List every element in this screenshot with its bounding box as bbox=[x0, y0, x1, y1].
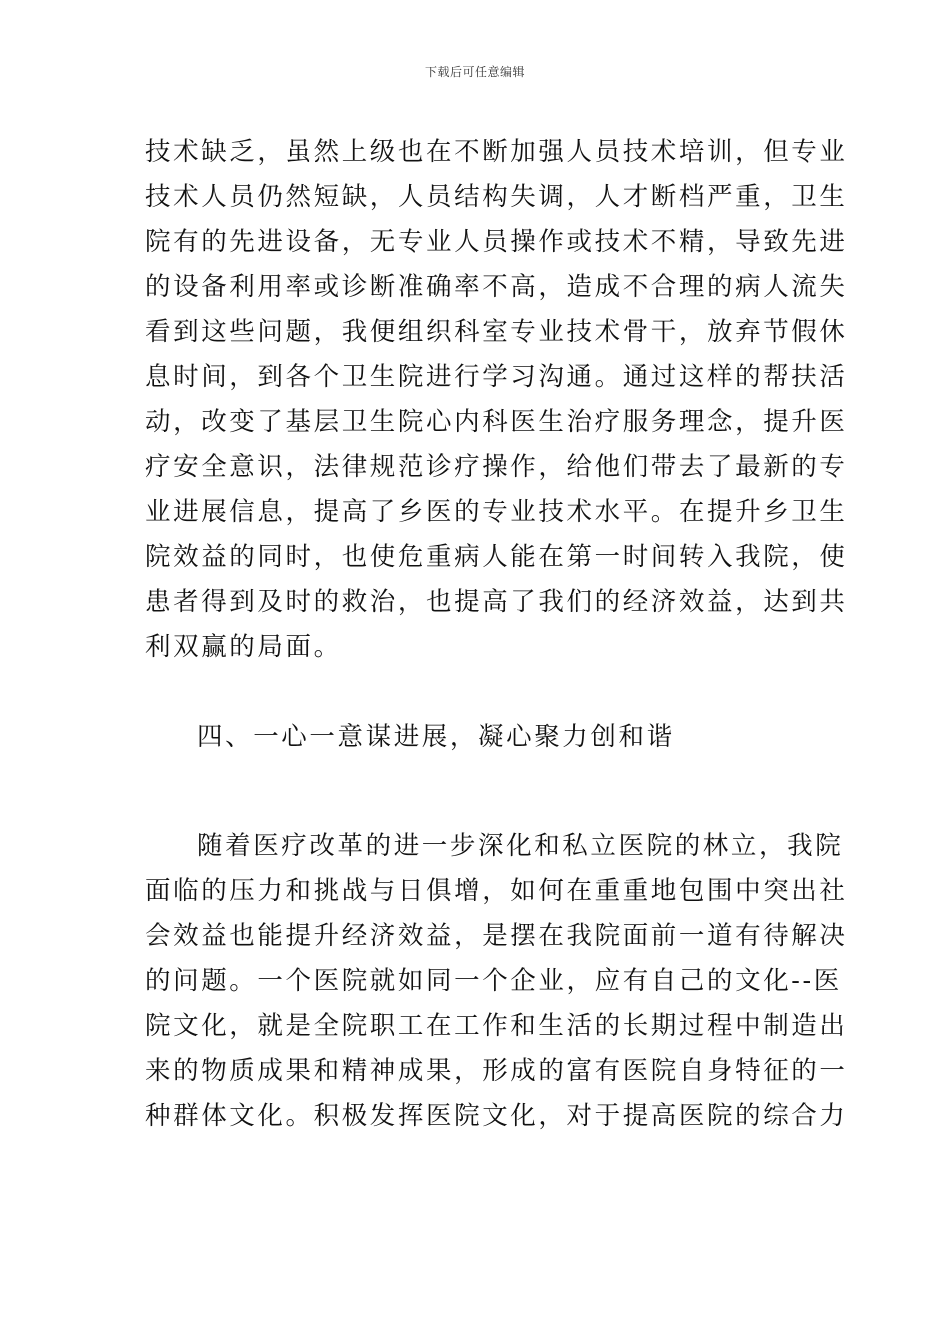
paragraph-line: 利双赢的局面。 bbox=[145, 632, 342, 662]
paragraph-line: 技术缺乏，虽然上级也在不断加强人员技术培训，但专业 bbox=[145, 137, 848, 167]
header-note: 下载后可任意编辑 bbox=[424, 65, 525, 79]
paragraph-line: 疗安全意识，法律规范诊疗操作，给他们带去了最新的专 bbox=[145, 452, 848, 482]
section-heading: 四、一心一意谋进展，凝心聚力创和谐 bbox=[197, 722, 675, 752]
paragraph-line: 息时间，到各个卫生院进行学习沟通。通过这样的帮扶活 bbox=[145, 362, 848, 392]
paragraph-line: 看到这些问题，我便组织科室专业技术骨干，放弃节假休 bbox=[145, 317, 848, 347]
paragraph-line: 院有的先进设备，无专业人员操作或技术不精，导致先进 bbox=[145, 227, 848, 257]
document-body bbox=[145, 130, 848, 1139]
paragraph-line: 技术人员仍然短缺，人员结构失调，人才断档严重，卫生 bbox=[145, 182, 848, 212]
paragraph-line: 的设备利用率或诊断准确率不高，造成不合理的病人流失 bbox=[145, 272, 848, 302]
paragraph-1 bbox=[145, 130, 848, 670]
paragraph-line: 动，改变了基层卫生院心内科医生治疗服务理念，提升医 bbox=[145, 407, 848, 437]
paragraph-line: 来的物质成果和精神成果，形成的富有医院自身特征的一 bbox=[145, 1056, 848, 1086]
paragraph-line: 院效益的同时，也使危重病人能在第一时间转入我院，使 bbox=[145, 542, 848, 572]
paragraph-line: 院文化，就是全院职工在工作和生活的长期过程中制造出 bbox=[145, 1011, 848, 1041]
paragraph-2 bbox=[145, 824, 848, 1139]
paragraph-line: 患者得到及时的救治，也提高了我们的经济效益，达到共 bbox=[145, 587, 848, 617]
paragraph-line: 面临的压力和挑战与日俱增，如何在重重地包围中突出社 bbox=[145, 876, 848, 906]
paragraph-line: 的问题。一个医院就如同一个企业，应有自己的文化--医 bbox=[145, 966, 842, 996]
paragraph-line: 会效益也能提升经济效益，是摆在我院面前一道有待解决 bbox=[145, 921, 848, 951]
paragraph-line: 种群体文化。积极发挥医院文化，对于提高医院的综合力 bbox=[145, 1101, 848, 1131]
paragraph-line: 业进展信息，提高了乡医的专业技术水平。在提升乡卫生 bbox=[145, 497, 848, 527]
paragraph-line: 随着医疗改革的进一步深化和私立医院的林立，我院 bbox=[197, 831, 844, 861]
